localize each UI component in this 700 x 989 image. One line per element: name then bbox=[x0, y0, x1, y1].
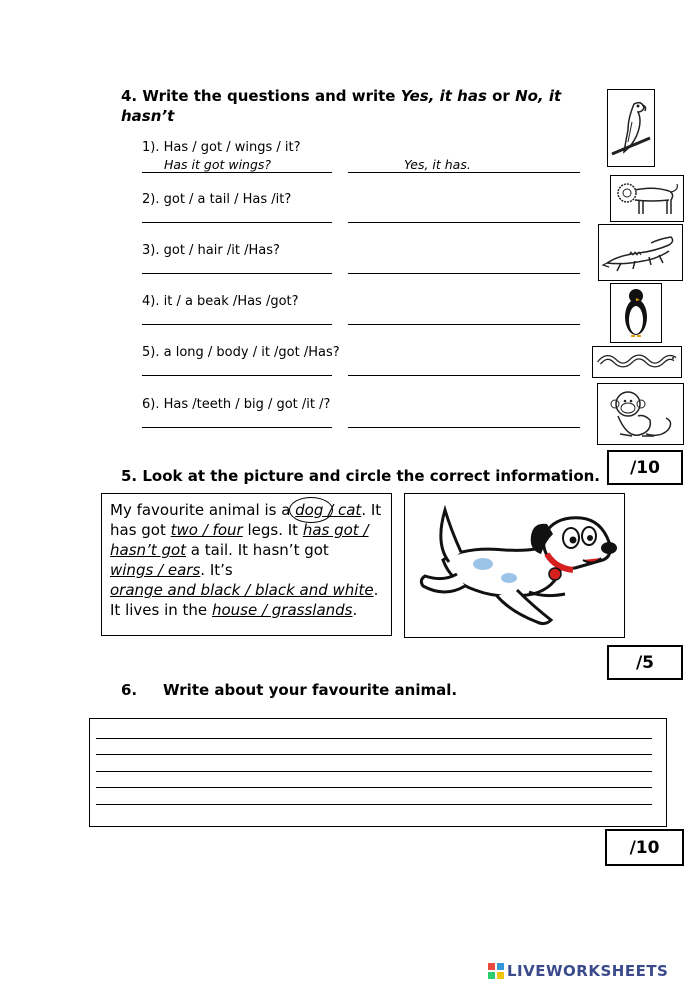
question-prompt-4: 4). it / a beak /Has /got? bbox=[142, 294, 299, 309]
answer-line-1[interactable] bbox=[348, 172, 580, 173]
answer-line-5[interactable] bbox=[348, 375, 580, 376]
answer-circle bbox=[289, 497, 333, 523]
question-line-6[interactable] bbox=[142, 427, 332, 428]
section5-title: 5. Look at the picture and circle the correct information. bbox=[121, 467, 601, 485]
question-line-2[interactable] bbox=[142, 222, 332, 223]
section4-title: 4. Write the questions and write Yes, it has or No, it hasn’t bbox=[121, 87, 562, 125]
writing-line-2[interactable] bbox=[96, 754, 652, 755]
option-has-got[interactable]: has got / bbox=[302, 521, 369, 539]
question-line-5[interactable] bbox=[142, 375, 332, 376]
description-line-3: hasn’t got a tail. It hasn’t got bbox=[110, 541, 329, 559]
option-hasnt-got[interactable]: hasn’t got bbox=[110, 541, 187, 559]
question-line-1[interactable] bbox=[142, 172, 332, 173]
liveworksheets-logo[interactable]: LIVEWORKSHEETS bbox=[507, 962, 669, 980]
score-box-section5: /5 bbox=[607, 645, 683, 680]
crocodile-icon bbox=[598, 224, 683, 281]
lion-icon bbox=[610, 175, 684, 222]
example-question: Has it got wings? bbox=[164, 157, 272, 172]
penguin-icon bbox=[610, 283, 662, 343]
writing-line-5[interactable] bbox=[96, 804, 652, 805]
liveworksheets-logo-icon bbox=[488, 963, 504, 979]
option-dog-circled[interactable]: dog bbox=[295, 500, 323, 520]
description-line-5: orange and black / black and white. bbox=[110, 581, 379, 599]
snake-icon bbox=[592, 346, 682, 378]
answer-line-2[interactable] bbox=[348, 222, 580, 223]
question-prompt-1: 1). Has / got / wings / it? bbox=[142, 140, 301, 155]
option-cat[interactable]: / cat bbox=[323, 501, 362, 519]
answer-line-3[interactable] bbox=[348, 273, 580, 274]
section6-number: 6. bbox=[121, 681, 138, 699]
question-line-4[interactable] bbox=[142, 324, 332, 325]
writing-line-3[interactable] bbox=[96, 771, 652, 772]
question-prompt-5: 5). a long / body / it /got /Has? bbox=[142, 345, 340, 360]
description-line-2: has got two / four legs. It has got / bbox=[110, 521, 369, 539]
answer-line-4[interactable] bbox=[348, 324, 580, 325]
description-line-4: wings / ears. It’s bbox=[110, 561, 233, 579]
description-line-6: It lives in the house / grasslands. bbox=[110, 601, 358, 619]
monkey-icon bbox=[597, 383, 684, 445]
writing-line-1[interactable] bbox=[96, 738, 652, 739]
option-legs[interactable]: two / four bbox=[170, 521, 243, 539]
score-box-section4: /10 bbox=[607, 450, 683, 485]
writing-line-4[interactable] bbox=[96, 787, 652, 788]
dog-icon bbox=[404, 493, 625, 638]
animal-description-box bbox=[101, 493, 392, 636]
question-line-3[interactable] bbox=[142, 273, 332, 274]
description-line-1: My favourite animal is a dog / cat. It bbox=[110, 500, 383, 520]
example-answer: Yes, it has. bbox=[404, 157, 471, 172]
question-prompt-3: 3). got / hair /it /Has? bbox=[142, 243, 280, 258]
writing-box[interactable] bbox=[89, 718, 667, 827]
option-colors[interactable]: orange and black / black and white bbox=[110, 581, 374, 599]
question-prompt-2: 2). got / a tail / Has /it? bbox=[142, 192, 292, 207]
question-prompt-6: 6). Has /teeth / big / got /it /? bbox=[142, 397, 331, 412]
option-habitat[interactable]: house / grasslands bbox=[211, 601, 353, 619]
option-wings-ears[interactable]: wings / ears bbox=[110, 561, 201, 579]
score-box-section6: /10 bbox=[605, 829, 684, 866]
section6-title: Write about your favourite animal. bbox=[163, 681, 458, 699]
answer-line-6[interactable] bbox=[348, 427, 580, 428]
parrot-icon bbox=[607, 89, 655, 167]
